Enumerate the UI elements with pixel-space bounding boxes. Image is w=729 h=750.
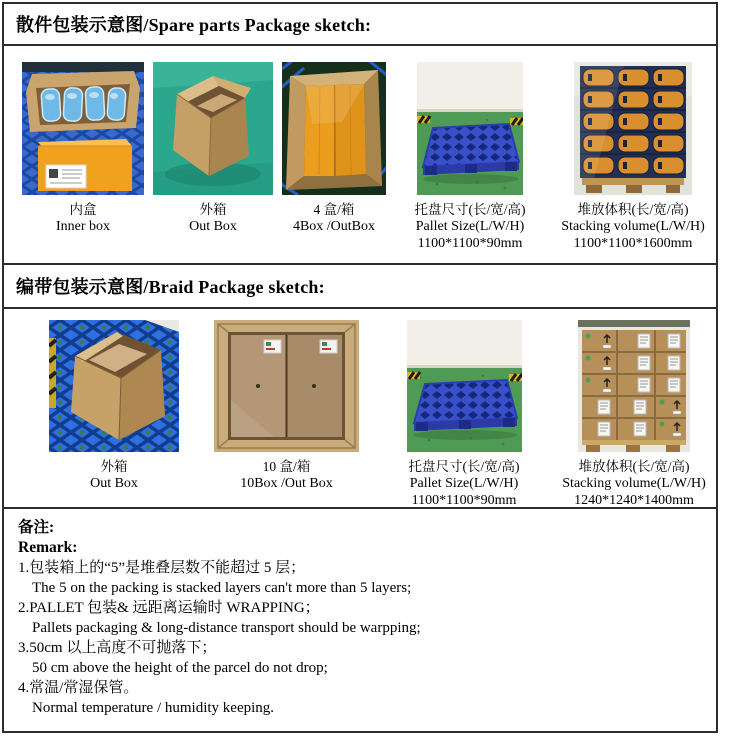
remark-note-4-zh: 4.常温/常湿保管。 [18,680,139,696]
caption-4box [293,201,375,235]
remark-note-2-en: Pallets packaging & long-distance transport should be warpping; [32,620,421,636]
photo-pallet [417,62,523,195]
caption-en: Stacking volume(L/W/H) [561,219,705,234]
caption-dims: 1100*1100*1600mm [573,236,693,251]
caption-zh: 托盘尺寸(长/宽/高) [414,202,526,217]
photo-inner-box [22,62,144,195]
caption-zh: 内盒 [69,202,97,217]
caption-braid-pallet-size [409,458,520,509]
caption-dims: 1100*1100*90mm [411,493,517,508]
section1-col-pallet [395,62,545,263]
caption-dims: 1100*1100*90mm [417,236,523,251]
caption-inner-box [56,201,110,235]
remark-section [4,509,716,718]
caption-zh: 10 盒/箱 [262,459,311,474]
caption-dims: 1240*1240*1400mm [574,493,694,508]
caption-zh: 外箱 [199,202,227,217]
section2-col-out-box [49,320,179,507]
caption-out-box [189,201,237,235]
document-frame [2,2,718,733]
section2-col-stacking [554,320,714,507]
section2-header [4,265,716,309]
section1-header [4,4,716,46]
remark-note-4-en: Normal temperature / humidity keeping. [32,700,275,716]
caption-en: Pallet Size(L/W/H) [415,219,525,234]
remark-note-1-en: The 5 on the packing is stacked layers can't more than 5 layers; [32,580,412,596]
remark-label-en: Remark: [18,539,78,556]
photo-10box [214,320,359,452]
caption-en: 10Box /Out Box [240,476,333,491]
section1-col-4box [282,62,386,263]
caption-en: Stacking volume(L/W/H) [562,476,706,491]
section1-col-stacking [554,62,712,263]
caption-zh: 托盘尺寸(长/宽/高) [408,459,520,474]
section1-col-inner-box [22,62,144,263]
remark-note-3-en: 50 cm above the height of the parcel do not drop; [32,660,328,676]
caption-zh: 外箱 [100,459,128,474]
caption-braid-out-box [90,458,138,492]
remark-label-zh: 备注: [18,519,55,536]
photo-braid-out-box [49,320,179,452]
caption-pallet-size [415,201,526,252]
remark-note-1-zh: 1.包装箱上的“5”是堆叠层数不能超过 5 层； [18,560,306,576]
caption-braid-stacking-volume [562,458,705,509]
section1-photo-row [4,46,716,265]
caption-en: Inner box [55,219,111,234]
photo-out-box [153,62,273,195]
caption-zh: 堆放体积(长/宽/高) [578,459,690,474]
photo-braid-pallet [407,320,522,452]
section2-photo-row [4,309,716,509]
photo-4box-outbox [282,62,386,195]
caption-10box [240,458,333,492]
caption-en: Pallet Size(L/W/H) [409,476,519,491]
remark-note-3-zh: 3.50cm 以上高度不可抛落下； [18,640,217,656]
section2-title: 编带包装示意图/Braid Package sketch: [16,277,325,297]
section1-col-out-box [153,62,273,263]
remark-note-2-zh: 2.PALLET 包装& 远距离运输时 WRAPPING； [18,600,320,616]
caption-stacking-volume [561,201,704,252]
caption-en: 4Box /OutBox [292,219,376,234]
caption-en: Out Box [90,476,138,491]
caption-zh: 堆放体积(长/宽/高) [577,202,689,217]
photo-stacking [574,62,692,195]
section2-col-10box [214,320,359,507]
photo-braid-stacking [578,320,690,452]
section1-title: 散件包装示意图/Spare parts Package sketch: [16,15,372,35]
section2-col-pallet [394,320,534,507]
caption-zh: 4 盒/箱 [313,202,355,217]
caption-en: Out Box [189,219,237,234]
